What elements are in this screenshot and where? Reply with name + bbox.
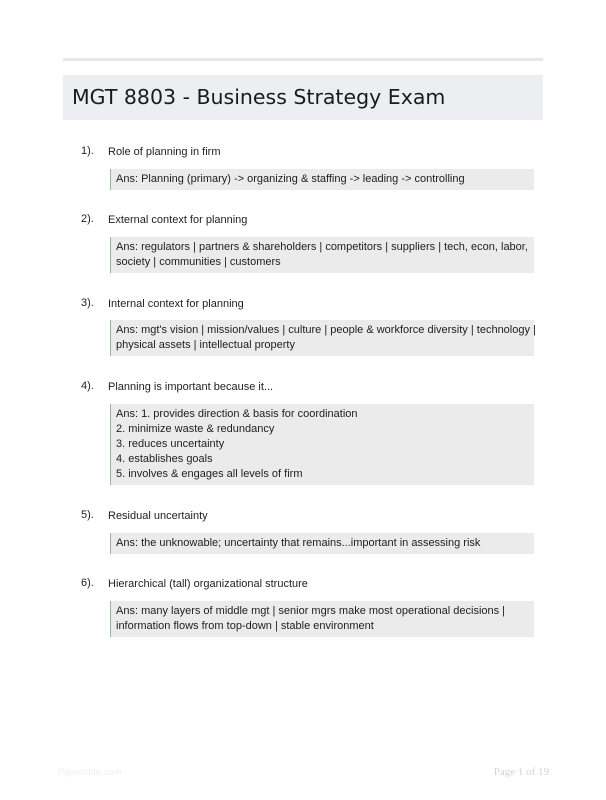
answer-line: society | communities | customers bbox=[116, 256, 281, 268]
title-banner bbox=[63, 75, 543, 120]
answer-line: Ans: the unknowable; uncertainty that remains...important in assessing risk bbox=[116, 537, 481, 549]
answer-box bbox=[110, 320, 534, 356]
answer-line: 4. establishes goals bbox=[116, 453, 213, 465]
answer-line: Ans: many layers of middle mgt | senior mgrs make most operational decisions | bbox=[116, 605, 506, 617]
question-number: 5). bbox=[81, 509, 94, 521]
question-number: 2). bbox=[81, 213, 94, 225]
answer-box bbox=[110, 601, 534, 637]
question-number: 4). bbox=[81, 380, 94, 392]
page-indicator: Page 1 of 19 bbox=[493, 766, 549, 778]
answer-line: Ans: 1. provides direction & basis for coordination bbox=[116, 408, 358, 420]
answer-line: Ans: Planning (primary) -> organizing & staffing -> leading -> controlling bbox=[116, 173, 465, 185]
footer-watermark: Papertible.com bbox=[58, 767, 122, 778]
answer-line: 3. reduces uncertainty bbox=[116, 438, 225, 450]
answer-box bbox=[110, 169, 534, 190]
question-text: Planning is important because it... bbox=[108, 381, 274, 393]
question-text: External context for planning bbox=[108, 214, 248, 226]
answer-line: Ans: mgt's vision | mission/values | culture | people & workforce diversity | technology | bbox=[116, 324, 536, 336]
question-number: 1). bbox=[81, 145, 94, 157]
answer-box bbox=[110, 533, 534, 554]
answer-line: 2. minimize waste & redundancy bbox=[116, 423, 275, 435]
page-title: MGT 8803 - Business Strategy Exam bbox=[72, 85, 446, 109]
question-text: Hierarchical (tall) organizational structure bbox=[108, 578, 308, 590]
question-number: 3). bbox=[81, 297, 94, 309]
question-text: Residual uncertainty bbox=[108, 510, 208, 522]
question-number: 6). bbox=[81, 577, 94, 589]
answer-box bbox=[110, 404, 534, 485]
top-divider bbox=[63, 58, 543, 61]
question-text: Role of planning in firm bbox=[108, 146, 221, 158]
answer-line: 5. involves & engages all levels of firm bbox=[116, 468, 303, 480]
answer-line: physical assets | intellectual property bbox=[116, 339, 295, 351]
answer-line: Ans: regulators | partners & shareholders | competitors | suppliers | tech, econ, labor, bbox=[116, 241, 528, 253]
answer-box bbox=[110, 237, 534, 273]
answer-line: information flows from top-down | stable environment bbox=[116, 620, 374, 632]
question-text: Internal context for planning bbox=[108, 298, 244, 310]
